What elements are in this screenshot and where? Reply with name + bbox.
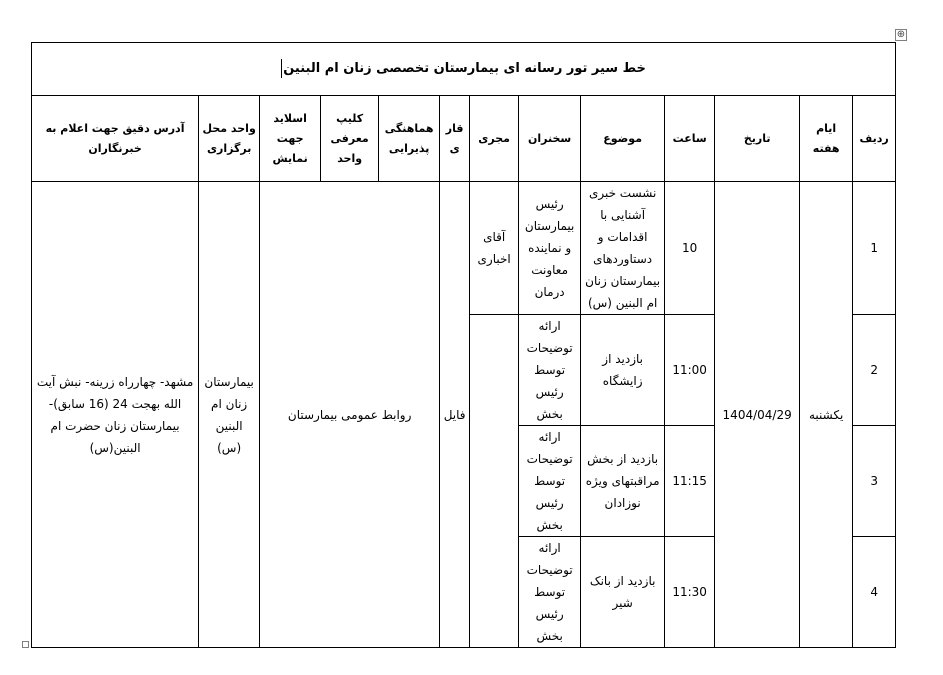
row-radif: 4 (853, 537, 896, 648)
header-row (32, 96, 896, 182)
header-tarikh: تاریخ (715, 96, 800, 182)
header-radif: ردیف (853, 96, 896, 182)
row-speaker: ارائه توضیحات توسط رئیس بخش (519, 315, 581, 426)
venue-cell: بیمارستان زنان ام البنین (س) (199, 182, 260, 648)
row-topic: بازدید از بانک شیر (581, 537, 665, 648)
header-clip: کلیپ معرفی واحد (321, 96, 379, 182)
address-cell: مشهد- چهارراه زرینه- نبش آیت الله بهجت 24 (16 سابق)- بیمارستان زنان حضرت ام البنین(س) (32, 182, 199, 648)
qari-cell: فایل (440, 182, 470, 648)
row-radif: 1 (853, 182, 896, 315)
table-title-cell[interactable] (32, 43, 896, 96)
row-time: 11:30 (665, 537, 715, 648)
header-sokhanran: سخنران (519, 96, 581, 182)
header-ayam-hafte: ایام هفته (800, 96, 853, 182)
header-mozoo: موضوع (581, 96, 665, 182)
row-speaker: ارائه توضیحات توسط رئیس بخش (519, 537, 581, 648)
row-host-empty (470, 315, 519, 648)
table-move-handle[interactable]: ⊕ (896, 29, 906, 40)
row-time: 11:00 (665, 315, 715, 426)
row-time: 11:15 (665, 426, 715, 537)
row-radif: 3 (853, 426, 896, 537)
row-radif: 2 (853, 315, 896, 426)
header-saat: ساعت (665, 96, 715, 182)
table-resize-handle[interactable] (22, 641, 29, 648)
header-slide: اسلاید جهت نمایش (260, 96, 321, 182)
row-time: 10 (665, 182, 715, 315)
header-hamahangi: هماهنگی پذیرایی (379, 96, 440, 182)
header-qari: قاری (440, 96, 470, 182)
day-cell: یکشنبه (800, 182, 853, 648)
row-topic: نشست خبری آشنایی با اقدامات و دستاوردهای بیمارستان زنان ام البنین (س) (581, 182, 665, 315)
media-tour-table (31, 42, 896, 648)
date-cell: 1404/04/29 (715, 182, 800, 648)
row-topic: بازدید از بخش مراقبتهای ویژه نوزادان (581, 426, 665, 537)
media-support-cell: روابط عمومی بیمارستان (260, 182, 440, 648)
header-mojri: مجری (470, 96, 519, 182)
row-topic: بازدید از زایشگاه (581, 315, 665, 426)
row-speaker: رئیس بیمارستان و نماینده معاونت درمان (519, 182, 581, 315)
row-host: آقای اخباری (470, 182, 519, 315)
row-speaker: ارائه توضیحات توسط رئیس بخش (519, 426, 581, 537)
header-vahed-mahal: واحد محل برگزاری (199, 96, 260, 182)
table-row (32, 182, 896, 315)
header-address: آدرس دقیق جهت اعلام به خبرنگاران (32, 96, 199, 182)
table-title: خط سیر تور رسانه ای بیمارستان تخصصی زنان ام البنین (283, 61, 646, 76)
